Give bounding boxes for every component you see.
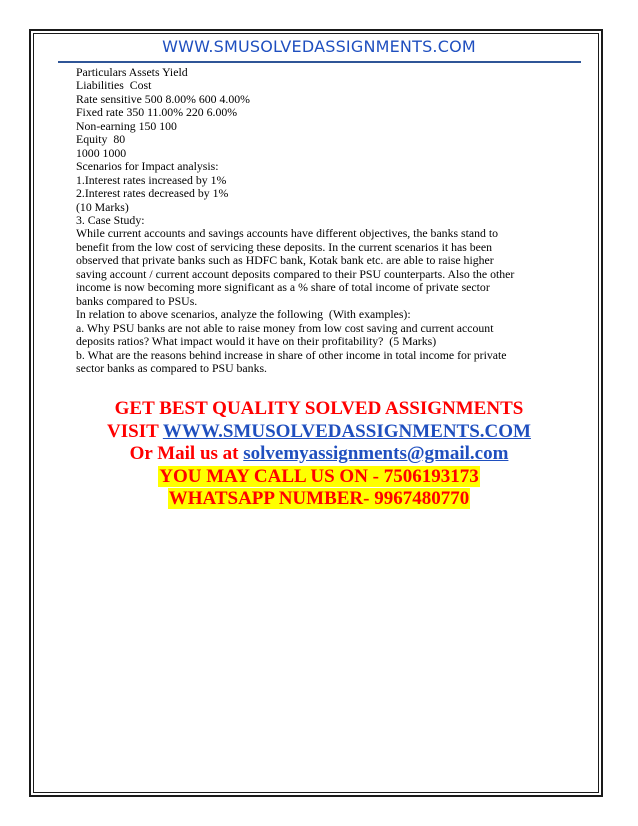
text-line: deposits ratios? What impact would it have on their profitability? (5 Marks) — [76, 334, 437, 349]
text-line: In relation to above scenarios, analyze the following (With examples): — [76, 307, 411, 322]
promo-visit-line — [0, 421, 638, 444]
text-line: 1.Interest rates increased by 1% — [76, 172, 227, 187]
promo-mail-line — [0, 443, 638, 466]
promo-whatsapp-line — [0, 488, 638, 511]
text-line: income is now becoming more significant as a % share of total income of private sector — [76, 280, 490, 295]
text-line: observed that private banks such as HDFC bank, Kotak bank etc. are able to raise higher — [76, 253, 494, 268]
document-body — [76, 66, 576, 375]
text-line: a. Why PSU banks are not able to raise money from low cost saving and current account — [76, 320, 494, 335]
text-line: sector banks as compared to PSU banks. — [76, 360, 268, 375]
text-line: banks compared to PSUs. — [76, 293, 198, 308]
header-rule — [58, 61, 581, 63]
page-header: WWW.SMUSOLVEDASSIGNMENTS.COM — [162, 37, 476, 56]
phone-number-text: YOU MAY CALL US ON - 7506193173 — [159, 465, 479, 487]
text-line: Fixed rate 350 11.00% 220 6.00% — [76, 105, 238, 120]
promo-block — [0, 398, 638, 511]
promo-mail-label: Or Mail us at — [129, 443, 244, 464]
text-line: 1000 1000 — [76, 145, 127, 160]
text-line: Equity 80 — [76, 132, 126, 147]
text-line: Non-earning 150 100 — [76, 118, 177, 133]
text-line: Rate sensitive 500 8.00% 600 4.00% — [76, 91, 250, 106]
whatsapp-number-text: WHATSAPP NUMBER- 9967480770 — [168, 488, 470, 509]
website-link[interactable]: WWW.SMUSOLVEDASSIGNMENTS.COM — [162, 420, 531, 442]
promo-call-line — [0, 466, 638, 489]
promo-headline: GET BEST QUALITY SOLVED ASSIGNMENTS — [114, 398, 524, 419]
text-line: benefit from the low cost of servicing these deposits. In the current scenarios it has been — [76, 239, 493, 254]
text-line: (10 Marks) — [76, 199, 129, 214]
text-line: Scenarios for Impact analysis: — [76, 159, 219, 174]
email-link[interactable]: solvemyassignments@gmail.com — [243, 443, 509, 464]
text-line: While current accounts and savings accounts have different objectives, the banks stand to — [76, 226, 499, 241]
text-line: 2.Interest rates decreased by 1% — [76, 186, 229, 201]
text-line: Particulars Assets Yield — [76, 65, 188, 79]
text-line: saving account / current account deposits compared to their PSU counterparts. Also the other — [76, 266, 515, 281]
text-line: b. What are the reasons behind increase in share of other income in total income for private — [76, 347, 507, 362]
promo-visit-label: VISIT — [107, 420, 163, 442]
text-line: 3. Case Study: — [76, 212, 145, 227]
text-line: Liabilities Cost — [76, 78, 152, 93]
